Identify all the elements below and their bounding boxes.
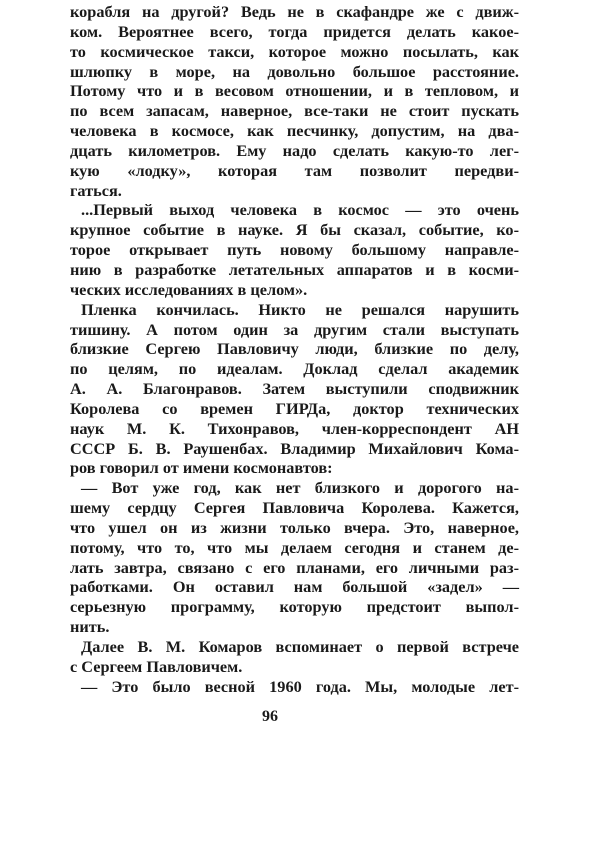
paragraph-start-line: Далее В. М. Комаров вспоминает о первой встрече [81, 637, 519, 656]
paragraph-start-line: Пленка кончилась. Никто не решался нарушить [81, 299, 519, 319]
text-line: ров говорил от имени космонавтов: [70, 458, 333, 478]
text-line: нить. [70, 617, 110, 637]
paragraph-start-line: ...Первый выход человека в космос — это очень [81, 200, 519, 220]
text-line: человека в космосе, как песчинку, допустим, на два- [70, 121, 519, 141]
text-line: торое открывает путь новому большому направле- [70, 240, 519, 260]
text-line: Потому что и в весовом отношении, и в тепловом, и [70, 81, 519, 101]
text-line: ческих исследованиях в целом». [70, 279, 308, 299]
text-line: потому, что то, что мы делаем сегодня и станем де- [70, 537, 519, 557]
text-line: гаться. [70, 180, 122, 200]
text-line: серьезную программу, которую предстоит выпол- [70, 597, 519, 617]
text-line: корабля на другой? Ведь не в скафандре же с движ- [70, 2, 519, 21]
page-number: 96 [262, 708, 278, 725]
text-line: кую «лодку», которая там позволит передви- [70, 160, 519, 180]
text-line: работками. Он оставил нам большой «задел» — [70, 577, 519, 597]
paragraph-start-line: — Вот уже год, как нет близкого и дорогого на- [81, 478, 519, 498]
text-line: наук М. К. Тихонравов, член-корреспондент АН [70, 418, 519, 438]
text-line: что ушел он из жизни только вчера. Это, наверное, [70, 517, 519, 537]
text-line: шему сердцу Сергея Павловича Королева. Кажется, [70, 498, 519, 518]
text-line: близкие Сергею Павловичу люди, близкие по делу, [70, 339, 519, 359]
text-line: по всем запасам, наверное, все-таки не стоит пускать [70, 101, 519, 121]
text-line: с Сергеем Павловичем. [70, 656, 243, 676]
text-line: дцать километров. Ему надо сделать какую-то лег- [70, 140, 519, 160]
text-line: по целям, по идеалам. Доклад сделал академик [70, 359, 519, 379]
text-line: шлюпку в море, на довольно большое расстояние. [70, 61, 519, 81]
text-line: то космическое такси, которое можно посылать, как [70, 41, 519, 61]
text-line: А. А. Благонравов. Затем выступили сподвижник [70, 379, 519, 399]
paragraph-start-line: — Это было весной 1960 года. Мы, молодые лет- [81, 676, 519, 696]
text-line: лать завтра, связано с его планами, его личными раз- [70, 557, 519, 577]
text-line: крупное событие в науке. Я бы сказал, событие, ко- [70, 220, 519, 240]
text-line: ком. Вероятнее всего, тогда придется делать какое- [70, 21, 519, 41]
text-line: тишину. А потом один за другим стали выступать [70, 319, 519, 339]
text-line: нию в разработке летательных аппаратов и в косми- [70, 259, 519, 279]
book-page-text [70, 2, 519, 697]
text-line: Королева со времен ГИРДа, доктор технических [70, 398, 519, 418]
text-line: СССР Б. В. Раушенбах. Владимир Михайлович Кома- [70, 438, 519, 458]
